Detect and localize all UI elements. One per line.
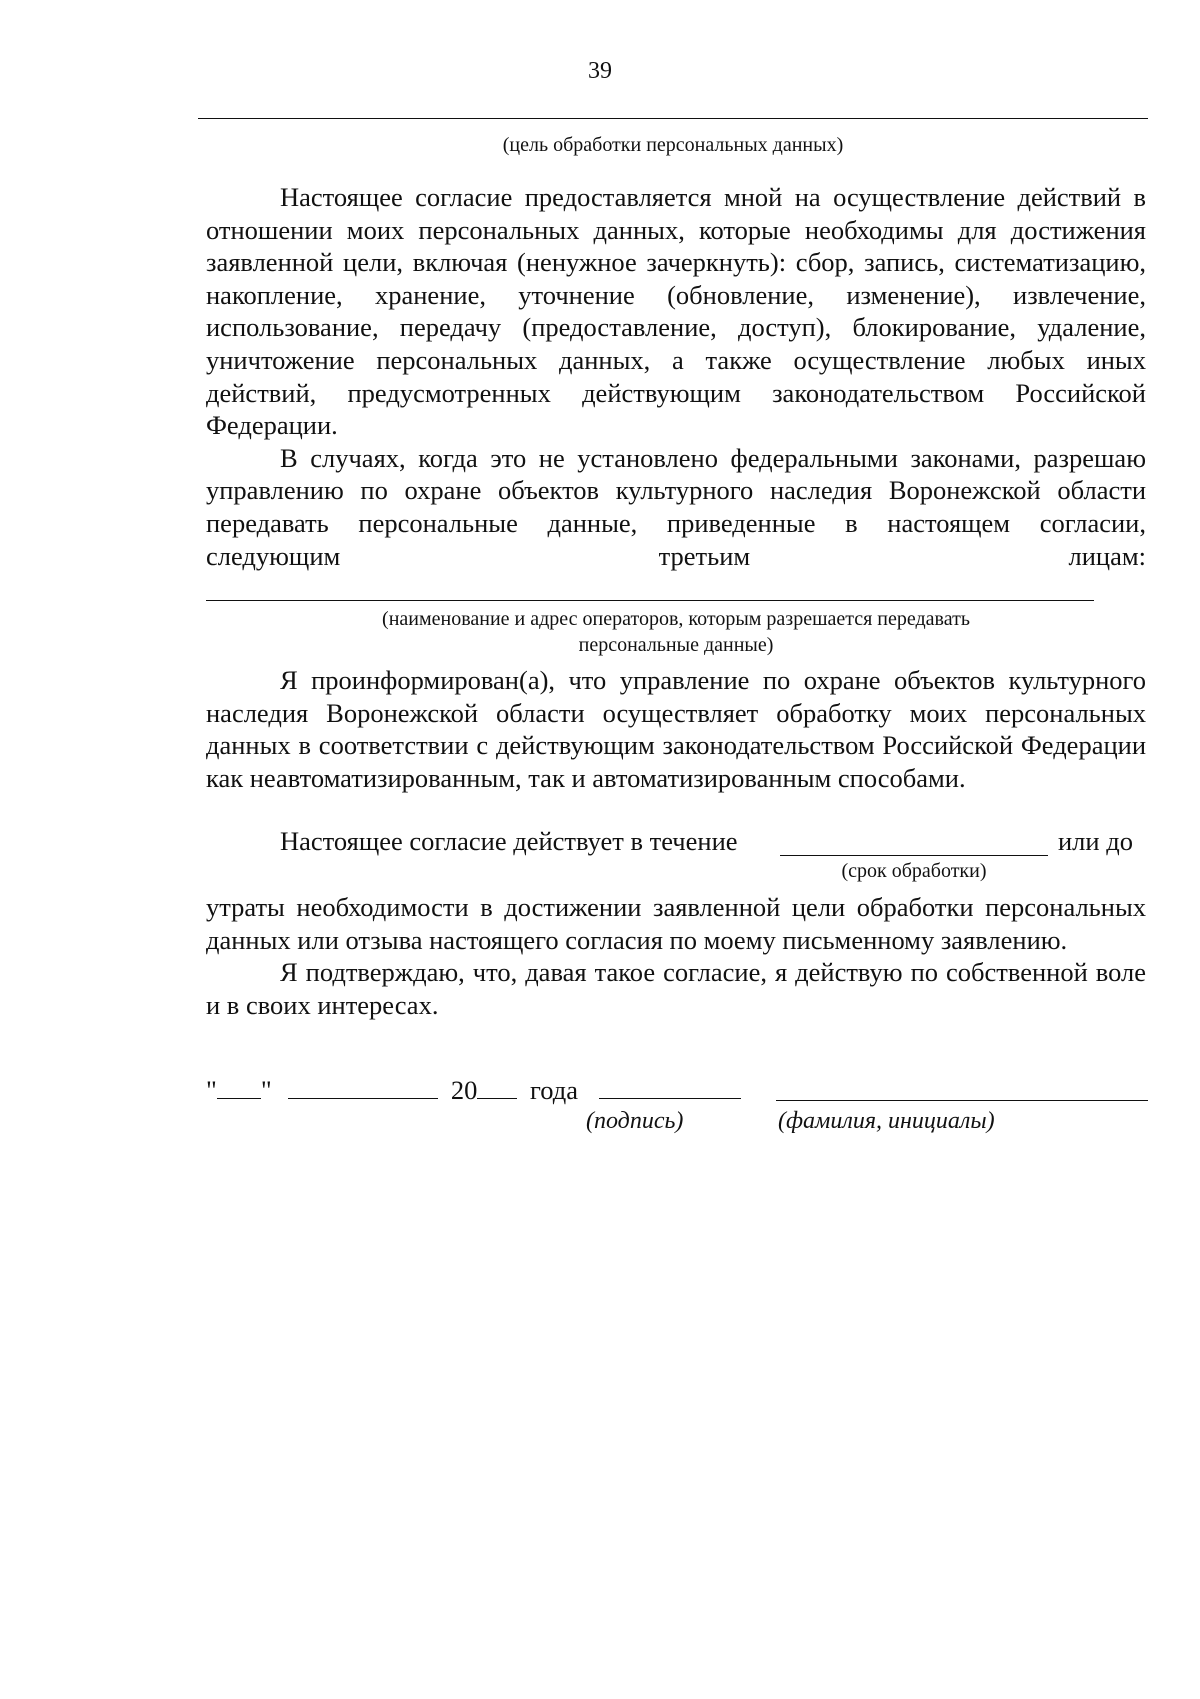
validity-line-start: Настоящее согласие действует в течение — [280, 826, 738, 856]
date-year-word: года — [530, 1075, 578, 1105]
page-number: 39 — [588, 58, 612, 84]
operators-caption-line1: (наименование и адрес операторов, которым разрешается передавать — [382, 608, 970, 630]
validity-line — [280, 826, 738, 857]
date-century: 20 — [450, 1075, 478, 1105]
operators-fill-line — [206, 600, 1094, 601]
name-fill-line — [776, 1100, 1148, 1101]
day-blank — [217, 1074, 261, 1099]
paragraph-third-parties: В случаях, когда это не установлено федеральными законами, разрешаю управлению по охране объектов культурного наследия Воронежской области передавать персональные данные, приведенные в настоящем согласии, следующим третьим лицам: — [206, 442, 1146, 571]
month-blank — [288, 1074, 438, 1099]
signature-blank — [599, 1074, 741, 1099]
date-quote-close: " — [260, 1075, 272, 1105]
date-quote-open: " — [206, 1075, 217, 1105]
name-caption: (фамилия, инициалы) — [778, 1108, 995, 1134]
paragraph-term-end: утраты необходимости в достижении заявленной цели обработки персональных данных или отзыва настоящего согласия по моему письменному заявлению. — [206, 892, 1146, 955]
term-caption: (срок обработки) — [841, 860, 987, 882]
date-line — [206, 1074, 741, 1106]
term-fill-line — [780, 855, 1048, 856]
validity-line-end: или до — [1058, 826, 1133, 856]
paragraph-actions: Настоящее согласие предоставляется мной на осуществление действий в отношении моих персональных данных, которые необходимы для достижения заявленной цели, включая (ненужное зачеркнуть): сбор, запись, систематизацию, накопление, хранение, уточнение (обновление, изменение), извлечение, использование, передачу (предоставление, доступ), блокирование, удаление, уничтожение персональных данных, а также осуществление любых иных действий, предусмотренных действующим законодательством Российской Федерации. — [206, 182, 1146, 441]
operators-caption-line2: персональные данные) — [578, 634, 774, 656]
purpose-caption: (цель обработки персональных данных) — [502, 134, 844, 156]
consent-body-bottom — [206, 891, 1146, 1021]
consent-body-middle — [206, 664, 1146, 794]
paragraph-informed: Я проинформирован(а), что управление по охране объектов культурного наследия Воронежской области осуществляет обработку моих персональных данных в соответствии с действующим законодательством Российской Федерации как неавтоматизированным, так и автоматизированным способами. — [206, 665, 1146, 793]
consent-body-top — [206, 181, 1146, 572]
year-blank — [477, 1074, 517, 1099]
signature-caption: (подпись) — [586, 1108, 684, 1134]
purpose-fill-line — [198, 118, 1148, 119]
paragraph-confirmation: Я подтверждаю, что, давая такое согласие, я действую по собственной воле и в своих интересах. — [206, 957, 1146, 1020]
